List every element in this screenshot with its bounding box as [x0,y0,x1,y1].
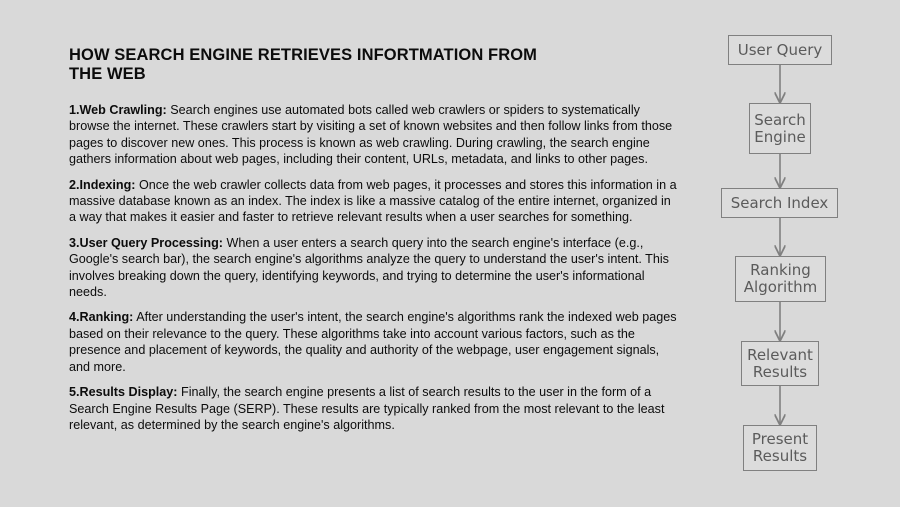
flow-node-search-engine: Search Engine [749,103,811,154]
flow-node-ranking-algorithm: Ranking Algorithm [735,256,826,302]
step-text: Finally, the search engine presents a list of search results to the user in the form of a Search Engine Results Page (SERP). These results are typically ranked from the most relevant to the least relevant, as determined by the search engine's algorithms. [69,385,665,432]
step-heading: 5.Results Display: [69,385,178,400]
flow-node-present-results: Present Results [743,425,817,471]
step-text: Search engines use automated bots called web crawlers or spiders to systematically browse the internet. These crawlers start by visiting a set of known websites and then follow links from those pages to discover new ones. This process is known as web crawling. During crawling, the search engine gathers information about web pages, including their content, URLs, metadata, and links to other pages. [69,103,673,167]
step-results-display [69,384,681,433]
step-user-query-processing [69,235,681,301]
step-heading: 3.User Query Processing: [69,235,223,250]
step-text: Once the web crawler collects data from web pages, it processes and stores this information in a massive database known as an index. The index is like a massive catalog of the entire internet, organized in a way that makes it easier and faster to retrieve relevant results when a user searches for something. [69,177,677,225]
page-title: HOW SEARCH ENGINE RETRIEVES INFORTMATION FROM THE WEB [69,46,538,83]
steps-list [69,102,681,442]
step-heading: 1.Web Crawling: [69,103,167,117]
step-text: After understanding the user's intent, the search engine's algorithms rank the indexed web pages based on their relevance to the query. These algorithms take into account various factors, such as the presence and placement of keywords, the quality and authority of the webpage, user engagement signals, and more. [69,310,677,374]
step-indexing [69,177,681,226]
flow-node-search-index: Search Index [721,188,838,218]
step-heading: 4.Ranking: [69,310,134,325]
flowchart [700,0,900,507]
step-ranking [69,309,681,375]
step-text: When a user enters a search query into the search engine's interface (e.g., Google's search bar), the search engine's algorithms analyze the query to understand the user's intent. This involves breaking down the query, identifying keywords, and trying to determine the user's informational needs. [69,235,669,300]
flow-node-relevant-results: Relevant Results [741,341,819,386]
step-web-crawling [69,102,681,168]
step-heading: 2.Indexing: [69,177,136,192]
flow-node-user-query: User Query [728,35,832,65]
